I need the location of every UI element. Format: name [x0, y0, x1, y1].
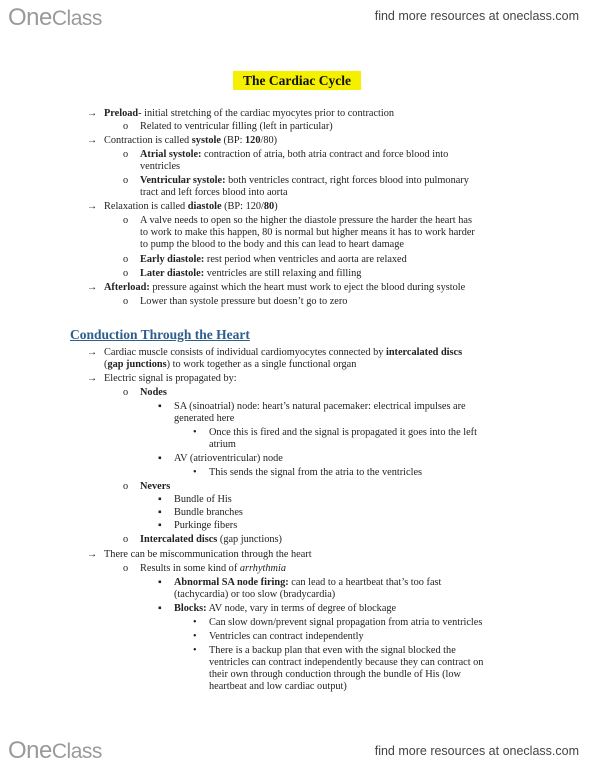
square-bullet: ▪: [158, 520, 162, 531]
list-item: Lower than systole pressure but doesn’t go to zero: [140, 296, 348, 307]
circle-bullet: o: [123, 268, 129, 279]
circle-bullet: o: [123, 481, 129, 492]
arrow-bullet: →: [87, 282, 98, 293]
list-item: Cardiac muscle consists of individual cardiomyocytes connected by intercalated discs: [104, 347, 463, 358]
list-item: Related to ventricular filling (left in particular): [140, 121, 333, 132]
list-item: their own through conduction through the bundle of His (low: [209, 669, 461, 680]
page-title: The Cardiac Cycle: [233, 71, 361, 90]
arrow-bullet: →: [87, 347, 98, 358]
list-item: (gap junctions) to work together as a single functional organ: [104, 359, 357, 370]
section-heading: Conduction Through the Heart: [70, 327, 250, 342]
list-item: to pump the blood to the body and this can lead to heart damage: [140, 239, 404, 250]
list-item: Purkinge fibers: [174, 520, 238, 531]
dot-bullet: •: [193, 631, 197, 642]
circle-bullet: o: [123, 121, 129, 132]
square-bullet: ▪: [158, 453, 162, 464]
list-item: Atrial systole: contraction of atria, both atria contract and force blood into: [140, 149, 449, 160]
list-item: atrium: [209, 439, 236, 450]
circle-bullet: o: [123, 534, 129, 545]
list-item: to work to make this happen, 80 is normal but higher means it has to work harder: [140, 227, 475, 238]
list-item: SA (sinoatrial) node: heart’s natural pacemaker: electrical impulses are: [174, 401, 466, 412]
dot-bullet: •: [193, 617, 197, 628]
list-item: Intercalated discs (gap junctions): [140, 534, 282, 545]
square-bullet: ▪: [158, 603, 162, 614]
list-item: Bundle branches: [174, 507, 243, 518]
dot-bullet: •: [193, 427, 197, 438]
square-bullet: ▪: [158, 494, 162, 505]
list-item: Early diastole: rest period when ventricles and aorta are relaxed: [140, 254, 407, 265]
circle-bullet: o: [123, 149, 129, 160]
systole-line: Contraction is called systole (BP: 120/80): [104, 135, 278, 146]
list-item: tract and left forces blood into aorta: [140, 187, 288, 198]
preload-line: Preload- initial stretching of the cardiac myocytes prior to contraction: [104, 108, 395, 119]
list-item: generated here: [174, 413, 235, 424]
list-item: Bundle of His: [174, 494, 232, 505]
arrow-bullet: →: [87, 108, 98, 119]
circle-bullet: o: [123, 175, 129, 186]
list-item: Ventricles can contract independently: [209, 631, 364, 642]
list-item: AV (atrioventricular) node: [174, 453, 283, 464]
arrow-bullet: →: [87, 135, 98, 146]
square-bullet: ▪: [158, 577, 162, 588]
list-item: Abnormal SA node firing: can lead to a heartbeat that’s too fast: [174, 577, 442, 588]
list-item: Can slow down/prevent signal propagation from atria to ventricles: [209, 617, 483, 628]
oneclass-logo[interactable]: OneClass: [8, 4, 102, 31]
arrow-bullet: →: [87, 549, 98, 560]
list-item: Blocks: AV node, vary in terms of degree of blockage: [174, 603, 397, 614]
circle-bullet: o: [123, 296, 129, 307]
square-bullet: ▪: [158, 507, 162, 518]
list-item: Nodes: [140, 387, 167, 398]
dot-bullet: •: [193, 467, 197, 478]
list-item: A valve needs to open so the higher the diastole pressure the harder the heart has: [140, 215, 472, 226]
circle-bullet: o: [123, 254, 129, 265]
list-item: heartbeat and low cardiac output): [209, 681, 347, 692]
find-resources-link-footer[interactable]: find more resources at oneclass.com: [374, 744, 579, 758]
afterload-line: Afterload: pressure against which the heart must work to eject the blood during systole: [104, 282, 466, 293]
list-item: Once this is fired and the signal is propagated it goes into the left: [209, 427, 477, 438]
list-item: Electric signal is propagated by:: [104, 373, 237, 384]
list-item: There is a backup plan that even with the signal blocked the: [209, 645, 456, 656]
list-item: Later diastole: ventricles are still relaxing and filling: [140, 268, 362, 279]
list-item: Results in some kind of arrhythmia: [140, 563, 286, 574]
list-item: Ventricular systole: both ventricles contract, right forces blood into pulmonary: [140, 175, 469, 186]
list-item: Nevers: [140, 481, 171, 492]
list-item: ventricles: [140, 161, 181, 172]
diastole-line: Relaxation is called diastole (BP: 120/80): [104, 201, 278, 212]
list-item: ventricles can contract independently because they can contract on: [209, 657, 484, 668]
list-item: This sends the signal from the atria to the ventricles: [209, 467, 423, 478]
circle-bullet: o: [123, 563, 129, 574]
circle-bullet: o: [123, 215, 129, 226]
dot-bullet: •: [193, 645, 197, 656]
list-item: There can be miscommunication through the heart: [104, 549, 312, 560]
arrow-bullet: →: [87, 373, 98, 384]
square-bullet: ▪: [158, 401, 162, 412]
oneclass-logo-footer[interactable]: OneClass: [8, 737, 102, 764]
list-item: (tachycardia) or too slow (bradycardia): [174, 589, 336, 600]
find-resources-link[interactable]: find more resources at oneclass.com: [374, 9, 579, 23]
arrow-bullet: →: [87, 201, 98, 212]
circle-bullet: o: [123, 387, 129, 398]
